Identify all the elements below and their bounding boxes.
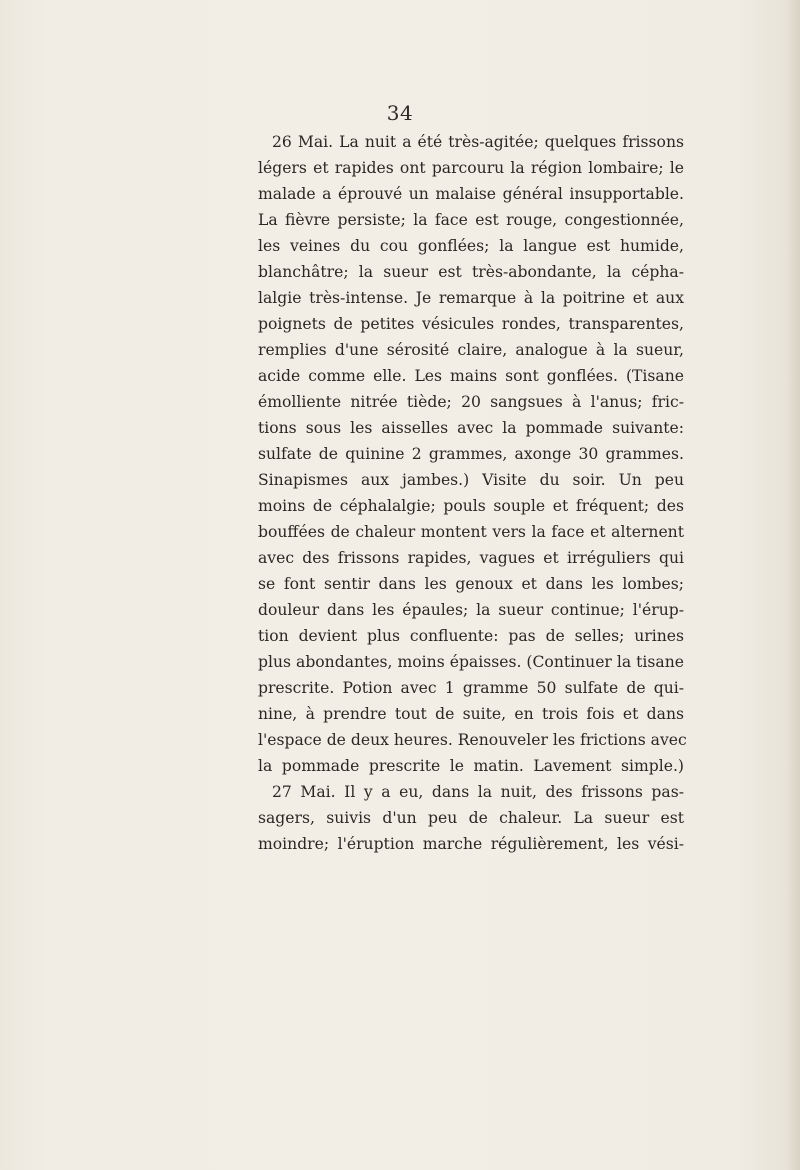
text-line: se font sentir dans les genoux et dans les lombes; (258, 575, 684, 593)
text-line: tion devient plus confluente: pas de selles; urines (258, 627, 684, 645)
text-line: malade a éprouvé un malaise général insupportable. (258, 185, 684, 203)
text-line: tions sous les aisselles avec la pommade suivante: (258, 419, 684, 437)
text-line: légers et rapides ont parcouru la région lombaire; le (258, 159, 684, 177)
text-line: blanchâtre; la sueur est très-abondante, la cépha- (258, 263, 684, 281)
text-line: Sinapismes aux jambes.) Visite du soir. Un peu (258, 471, 684, 489)
text-line: les veines du cou gonflées; la langue est humide, (258, 237, 684, 255)
text-line: moins de céphalalgie; pouls souple et fréquent; des (258, 497, 684, 515)
text-line: prescrite. Potion avec 1 gramme 50 sulfate de qui- (258, 679, 684, 697)
text-line: La fièvre persiste; la face est rouge, congestionnée, (258, 211, 684, 229)
text-line: remplies d'une sérosité claire, analogue à la sueur, (258, 341, 684, 359)
text-line: douleur dans les épaules; la sueur continue; l'érup- (258, 601, 684, 619)
text-line: bouffées de chaleur montent vers la face et alternent (258, 523, 684, 541)
text-line: 26 Mai. La nuit a été très-agitée; quelques frissons (272, 133, 684, 151)
text-line: 27 Mai. Il y a eu, dans la nuit, des frissons pas- (272, 783, 684, 801)
text-line: la pommade prescrite le matin. Lavement simple.) (258, 757, 684, 775)
text-line: sulfate de quinine 2 grammes, axonge 30 grammes. (258, 445, 684, 463)
text-line: l'espace de deux heures. Renouveler les frictions avec (258, 731, 687, 749)
text-line: moindre; l'éruption marche régulièrement, les vési- (258, 835, 684, 853)
text-line: émolliente nitrée tiède; 20 sangsues à l'anus; fric- (258, 393, 684, 411)
text-line: acide comme elle. Les mains sont gonflées. (Tisane (258, 367, 684, 385)
page-number: 34 (386, 101, 414, 125)
text-line: nine, à prendre tout de suite, en trois fois et dans (258, 705, 684, 723)
text-line: plus abondantes, moins épaisses. (Continuer la tisane (258, 653, 684, 671)
text-line: sagers, suivis d'un peu de chaleur. La sueur est (258, 809, 684, 827)
text-line: poignets de petites vésicules rondes, transparentes, (258, 315, 684, 333)
text-line: avec des frissons rapides, vagues et irréguliers qui (258, 549, 684, 567)
text-line: lalgie très-intense. Je remarque à la poitrine et aux (258, 289, 684, 307)
page-edge-shadow (786, 0, 800, 1170)
body-text (258, 129, 687, 857)
